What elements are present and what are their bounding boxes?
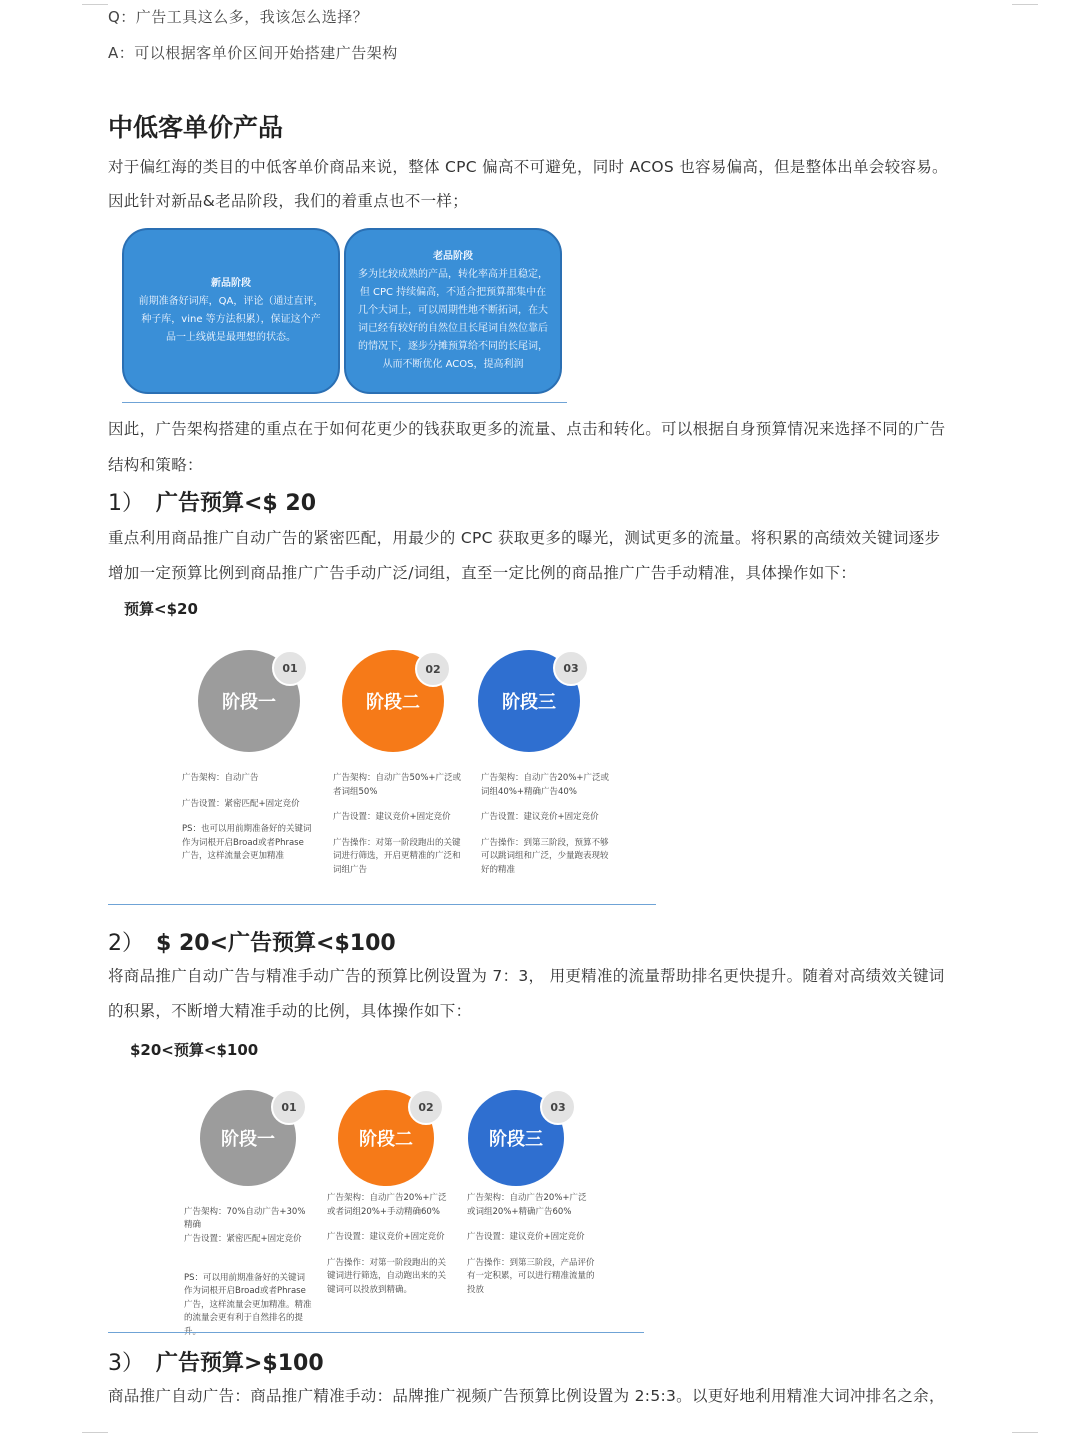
budget1-stage3-details [481,772,613,889]
budget2-heading [108,926,396,957]
budget1-number: 1） [108,491,144,516]
budget1-line-2: 增加一定预算比例到商品推广广告手动广泛/词组，直至一定比例的商品推广广告手动精准，具体操作如下： [108,564,857,582]
budget1-stage1-line: PS：也可以用前期准备好的关键词作为词根开启Broad或者Phrase广告，这样流量会更加精准 [182,824,312,861]
divider [122,402,567,403]
intro-line-2: 因此针对新品&老品阶段，我们的着重点也不一样； [108,192,468,210]
budget1-stage2-line: 广告架构：自动广告50%+广泛或者词组50% [333,773,462,797]
budget2-stage2-badge: 02 [408,1089,444,1125]
budget3-line-1: 商品推广自动广告：商品推广精准手动：品牌推广视频广告预算比例设置为 2:5:3。以更好地利用精准大词冲排名之余， [108,1387,945,1405]
page-corner-mark [82,4,108,5]
budget1-title: 广告预算<$ 20 [156,491,317,516]
new-stage-body: 前期准备好词库，QA，评论（通过直评，种子库，vine 等方法积累），保证这个产品一上线就是最理想的状态。 [138,296,324,343]
budget2-stage1-line: PS：可以用前期准备好的关键词作为词根开启Broad或者Phrase广告，这样流量会更加精准。精准的流量会更有利于自然排名的提 [184,1272,312,1323]
budget1-heading [108,486,316,517]
budget2-line-1: 将商品推广自动广告与精准手动广告的预算比例设置为 7：3， 用更精准的流量帮助排名更快提升。随着对高绩效关键词 [108,967,945,985]
question-text: Q：广告工具这么多，我该怎么选择？ [108,8,369,26]
budget2-stage2-line: 广告设置：建议竞价+固定竞价 [327,1232,445,1242]
intro-line-1: 对于偏红海的类目的中低客单价商品来说，整体 CPC 偏高不可避免，同时 ACOS 也容易偏高，但是整体出单会较容易。 [108,158,948,176]
budget1-stage1-line: 广告设置：紧密匹配+固定竞价 [182,798,300,809]
budget1-stage3-name: 阶段三 [502,692,556,713]
old-product-stage-box [344,228,562,394]
old-stage-title: 老品阶段 [433,251,473,262]
budget1-stage3-line: 广告设置：建议竞价+固定竞价 [481,812,599,822]
old-stage-body: 多为比较成熟的产品，转化率高并且稳定，但 CPC 持续偏高，不适合把预算都集中在几个大词上，可以周期性地不断拓词，在大词已经有较好的自然位且长尾词自然位靠后的情况下，逐步分摊预算给不同的长尾词，从而不断优化 ACOS，提高利润 [358,269,548,370]
budget2-stage1-line: 广告架构：70%自动广告+30%精确 广告设置：紧密匹配+固定竞价 [184,1206,306,1244]
budget2-line-2: 的积累，不断增大精准手动的比例，具体操作如下： [108,1002,472,1020]
budget1-stage2-line: 广告操作：对第一阶段跑出的关键词进行筛选，开启更精准的广泛和词组广告 [333,837,461,875]
budget1-stage2-details [333,772,465,889]
new-product-stage-box [122,228,340,394]
budget1-line-1: 重点利用商品推广自动广告的紧密匹配，用最少的 CPC 获取更多的曝光，测试更多的流量。将积累的高绩效关键词逐步 [108,529,941,547]
budget1-stage2-badge: 02 [415,651,451,687]
budget1-stage3-badge: 03 [553,650,589,686]
budget3-number: 3） [108,1351,144,1376]
budget2-number: 2） [108,931,144,956]
budget2-stage1-details [184,1192,312,1365]
budget2-label: $20<预算<$100 [130,1041,259,1059]
budget2-stage3-line: 广告操作：到第三阶段，产品评价有一定积累，可以进行精准流量的投放 [467,1257,595,1295]
page-corner-mark [1012,4,1038,5]
budget1-stage1-badge: 01 [272,650,308,686]
divider [108,904,656,905]
new-stage-title: 新品阶段 [211,278,251,289]
divider [108,1332,644,1333]
budget2-stage3-badge: 03 [540,1089,576,1125]
budget2-stage1-name: 阶段一 [221,1129,275,1150]
budget1-stage2-line: 广告设置：建议竞价+固定竞价 [333,812,451,822]
budget1-stage1-name: 阶段一 [222,692,276,713]
budget2-stage3-name: 阶段三 [489,1129,543,1150]
budget1-stage1-details [182,772,312,876]
budget1-stage3-line: 广告操作：到第三阶段，预算不够可以跳词组和广泛，少量跑表现较好的精准 [481,837,609,875]
budget2-stage2-name: 阶段二 [359,1129,413,1150]
budget3-title: 广告预算>$100 [156,1351,324,1376]
budget2-stage2-line: 广告操作：对第一阶段跑出的关键词进行筛选，自动跑出来的关键词可以投放到精确。 [327,1257,447,1295]
budget2-stage2-line: 广告架构：自动广告20%+广泛或者词组20%+手动精确60% [327,1193,447,1217]
conclusion-line-2: 结构和策略： [108,456,203,474]
page-corner-mark [1012,1432,1038,1433]
page-corner-mark [82,1432,108,1433]
answer-text: A：可以根据客单价区间开始搭建广告架构 [108,44,398,62]
budget1-stage2-name: 阶段二 [366,692,420,713]
budget2-stage1-badge: 01 [271,1089,307,1125]
budget2-stage3-line: 广告架构：自动广告20%+广泛或词组20%+精确广告60% [467,1193,587,1217]
budget1-stage3-line: 广告架构：自动广告20%+广泛或词组40%+精确广告40% [481,773,610,797]
budget3-heading [108,1346,324,1377]
budget2-stage3-details [467,1192,595,1309]
budget2-stage3-line: 广告设置：建议竞价+固定竞价 [467,1232,585,1242]
conclusion-line-1: 因此，广告架构搭建的重点在于如何花更少的钱获取更多的流量、点击和转化。可以根据自身预算情况来选择不同的广告 [108,420,946,438]
budget1-stage1-line: 广告架构：自动广告 [182,773,259,783]
budget2-stage2-details [327,1192,451,1309]
budget1-label: 预算<$20 [124,600,198,618]
section-title: 中低客单价产品 [108,113,284,142]
budget2-title: $ 20<广告预算<$100 [156,931,396,956]
